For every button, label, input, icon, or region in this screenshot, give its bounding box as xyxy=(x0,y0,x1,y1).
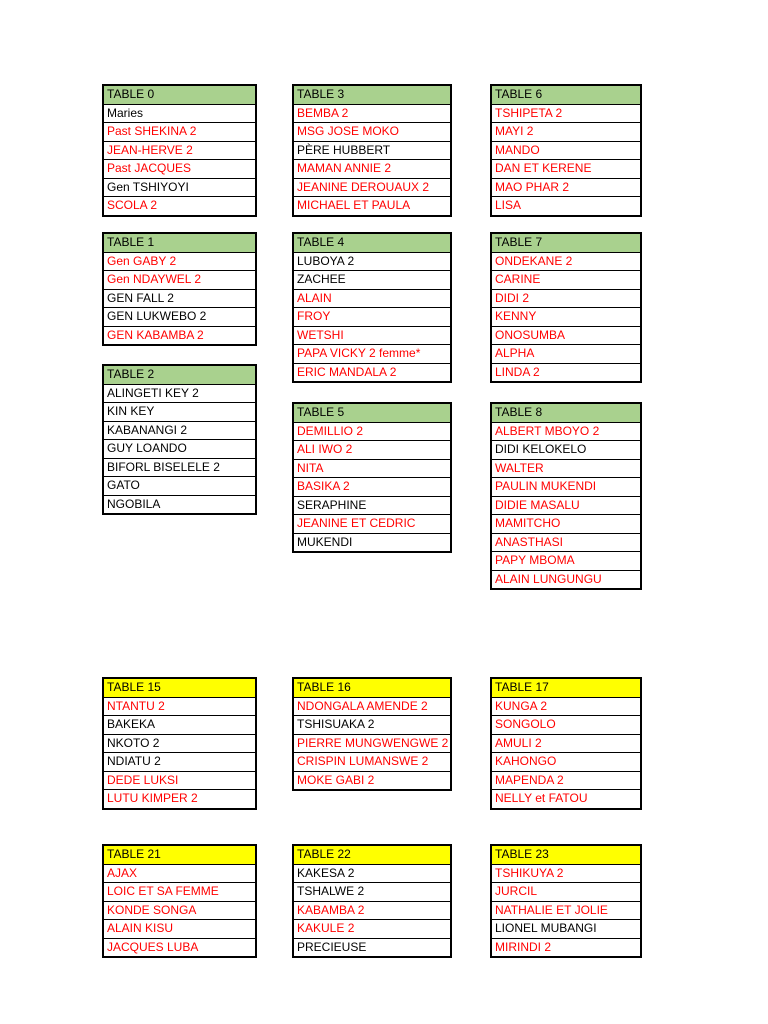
guest-name-cell: LUTU KIMPER 2 xyxy=(103,790,256,809)
guest-name-cell: Gen TSHIYOYI xyxy=(103,178,256,197)
guest-name-cell: KIN KEY xyxy=(103,403,256,422)
guest-name-cell: AMULI 2 xyxy=(491,734,641,753)
guest-name-cell: NDIATU 2 xyxy=(103,753,256,772)
guest-name-cell: JACQUES LUBA xyxy=(103,938,256,957)
guest-name-cell: MIRINDI 2 xyxy=(491,938,641,957)
guest-name-cell: NKOTO 2 xyxy=(103,734,256,753)
guest-name-cell: ALAIN LUNGUNGU xyxy=(491,570,641,589)
guest-name-cell: NITA xyxy=(293,459,451,478)
table-header: TABLE 15 xyxy=(103,678,256,697)
guest-name-cell: ALI IWO 2 xyxy=(293,441,451,460)
guest-name-cell: CARINE xyxy=(491,271,641,290)
guest-name-cell: MAMAN ANNIE 2 xyxy=(293,160,451,179)
guest-name-cell: LIONEL MUBANGI xyxy=(491,920,641,939)
guest-name-cell: KAKESA 2 xyxy=(293,864,451,883)
guest-name-cell: SERAPHINE xyxy=(293,496,451,515)
guest-name-cell: KUNGA 2 xyxy=(491,697,641,716)
guest-name-cell: Maries xyxy=(103,104,256,123)
guest-name-cell: MAPENDA 2 xyxy=(491,771,641,790)
seating-table-t21 xyxy=(102,844,257,958)
guest-name-cell: GEN KABAMBA 2 xyxy=(103,326,256,345)
guest-name-cell: MOKE GABI 2 xyxy=(293,771,451,790)
seating-table-t17 xyxy=(490,677,642,810)
guest-name-cell: TSHISUAKA 2 xyxy=(293,716,451,735)
table-header: TABLE 17 xyxy=(491,678,641,697)
seating-table-t1 xyxy=(102,232,257,346)
guest-name-cell: DEMILLIO 2 xyxy=(293,422,451,441)
guest-name-cell: FROY xyxy=(293,308,451,327)
guest-name-cell: JEANINE DEROUAUX 2 xyxy=(293,178,451,197)
guest-name-cell: JURCIL xyxy=(491,883,641,902)
guest-name-cell: DAN ET KERENE xyxy=(491,160,641,179)
guest-name-cell: ALINGETI KEY 2 xyxy=(103,384,256,403)
guest-name-cell: BEMBA 2 xyxy=(293,104,451,123)
guest-name-cell: Gen GABY 2 xyxy=(103,252,256,271)
guest-name-cell: PAPY MBOMA xyxy=(491,552,641,571)
seating-table-t23 xyxy=(490,844,642,958)
guest-name-cell: SCOLA 2 xyxy=(103,197,256,216)
table-header: TABLE 6 xyxy=(491,85,641,104)
seating-table-t5 xyxy=(292,402,452,553)
table-header: TABLE 23 xyxy=(491,845,641,864)
guest-name-cell: BIFORL BISELELE 2 xyxy=(103,458,256,477)
guest-name-cell: GUY LOANDO xyxy=(103,440,256,459)
guest-name-cell: DIDI KELOKELO xyxy=(491,441,641,460)
guest-name-cell: WETSHI xyxy=(293,326,451,345)
guest-name-cell: NGOBILA xyxy=(103,495,256,514)
seating-table-t3 xyxy=(292,84,452,217)
guest-name-cell: MSG JOSE MOKO xyxy=(293,123,451,142)
guest-name-cell: NELLY et FATOU xyxy=(491,790,641,809)
guest-name-cell: JEAN-HERVE 2 xyxy=(103,141,256,160)
guest-name-cell: KAHONGO xyxy=(491,753,641,772)
guest-name-cell: WALTER xyxy=(491,459,641,478)
table-header: TABLE 21 xyxy=(103,845,256,864)
guest-name-cell: Past JACQUES xyxy=(103,160,256,179)
guest-name-cell: LUBOYA 2 xyxy=(293,252,451,271)
guest-name-cell: KONDE SONGA xyxy=(103,901,256,920)
guest-name-cell: PAPA VICKY 2 femme* xyxy=(293,345,451,364)
guest-name-cell: CRISPIN LUMANSWE 2 xyxy=(293,753,451,772)
seating-table-t0 xyxy=(102,84,257,217)
seating-table-t15 xyxy=(102,677,257,810)
guest-name-cell: BASIKA 2 xyxy=(293,478,451,497)
guest-name-cell: KABANANGI 2 xyxy=(103,421,256,440)
guest-name-cell: NTANTU 2 xyxy=(103,697,256,716)
guest-name-cell: KENNY xyxy=(491,308,641,327)
table-header: TABLE 16 xyxy=(293,678,451,697)
guest-name-cell: PRECIEUSE xyxy=(293,938,451,957)
guest-name-cell: PAULIN MUKENDI xyxy=(491,478,641,497)
guest-name-cell: AJAX xyxy=(103,864,256,883)
seating-table-t4 xyxy=(292,232,452,383)
guest-name-cell: LOIC ET SA FEMME xyxy=(103,883,256,902)
guest-name-cell: LINDA 2 xyxy=(491,363,641,382)
table-header: TABLE 1 xyxy=(103,233,256,252)
guest-name-cell: PIERRE MUNGWENGWE 2 xyxy=(293,734,451,753)
guest-name-cell: LISA xyxy=(491,197,641,216)
guest-name-cell: MUKENDI xyxy=(293,533,451,552)
table-header: TABLE 4 xyxy=(293,233,451,252)
guest-name-cell: GEN LUKWEBO 2 xyxy=(103,308,256,327)
seating-table-t2 xyxy=(102,364,257,515)
guest-name-cell: ALAIN KISU xyxy=(103,920,256,939)
guest-name-cell: MAO PHAR 2 xyxy=(491,178,641,197)
guest-name-cell: ALBERT MBOYO 2 xyxy=(491,422,641,441)
table-header: TABLE 0 xyxy=(103,85,256,104)
guest-name-cell: BAKEKA xyxy=(103,716,256,735)
table-header: TABLE 3 xyxy=(293,85,451,104)
guest-name-cell: MICHAEL ET PAULA xyxy=(293,197,451,216)
guest-name-cell: PÈRE HUBBERT xyxy=(293,141,451,160)
guest-name-cell: GATO xyxy=(103,477,256,496)
guest-name-cell: ANASTHASI xyxy=(491,533,641,552)
guest-name-cell: ERIC MANDALA 2 xyxy=(293,363,451,382)
seating-table-t16 xyxy=(292,677,452,791)
guest-name-cell: MAYI 2 xyxy=(491,123,641,142)
guest-name-cell: ALAIN xyxy=(293,289,451,308)
guest-name-cell: Past SHEKINA 2 xyxy=(103,123,256,142)
guest-name-cell: NDONGALA AMENDE 2 xyxy=(293,697,451,716)
guest-name-cell: GEN FALL 2 xyxy=(103,289,256,308)
table-header: TABLE 5 xyxy=(293,403,451,422)
seating-table-t22 xyxy=(292,844,452,958)
seating-table-t7 xyxy=(490,232,642,383)
guest-name-cell: KABAMBA 2 xyxy=(293,901,451,920)
table-header: TABLE 22 xyxy=(293,845,451,864)
guest-name-cell: Gen NDAYWEL 2 xyxy=(103,271,256,290)
guest-name-cell: DIDI 2 xyxy=(491,289,641,308)
seating-table-t6 xyxy=(490,84,642,217)
guest-name-cell: DIDIE MASALU xyxy=(491,496,641,515)
guest-name-cell: ZACHEE xyxy=(293,271,451,290)
guest-name-cell: TSHIKUYA 2 xyxy=(491,864,641,883)
guest-name-cell: KAKULE 2 xyxy=(293,920,451,939)
guest-name-cell: JEANINE ET CEDRIC xyxy=(293,515,451,534)
guest-name-cell: NATHALIE ET JOLIE xyxy=(491,901,641,920)
guest-name-cell: SONGOLO xyxy=(491,716,641,735)
guest-name-cell: TSHALWE 2 xyxy=(293,883,451,902)
guest-name-cell: TSHIPETA 2 xyxy=(491,104,641,123)
guest-name-cell: MANDO xyxy=(491,141,641,160)
table-header: TABLE 7 xyxy=(491,233,641,252)
guest-name-cell: MAMITCHO xyxy=(491,515,641,534)
guest-name-cell: ONDEKANE 2 xyxy=(491,252,641,271)
guest-name-cell: ALPHA xyxy=(491,345,641,364)
table-header: TABLE 2 xyxy=(103,365,256,384)
guest-name-cell: DEDE LUKSI xyxy=(103,771,256,790)
seating-table-t8 xyxy=(490,402,642,590)
table-header: TABLE 8 xyxy=(491,403,641,422)
guest-name-cell: ONOSUMBA xyxy=(491,326,641,345)
